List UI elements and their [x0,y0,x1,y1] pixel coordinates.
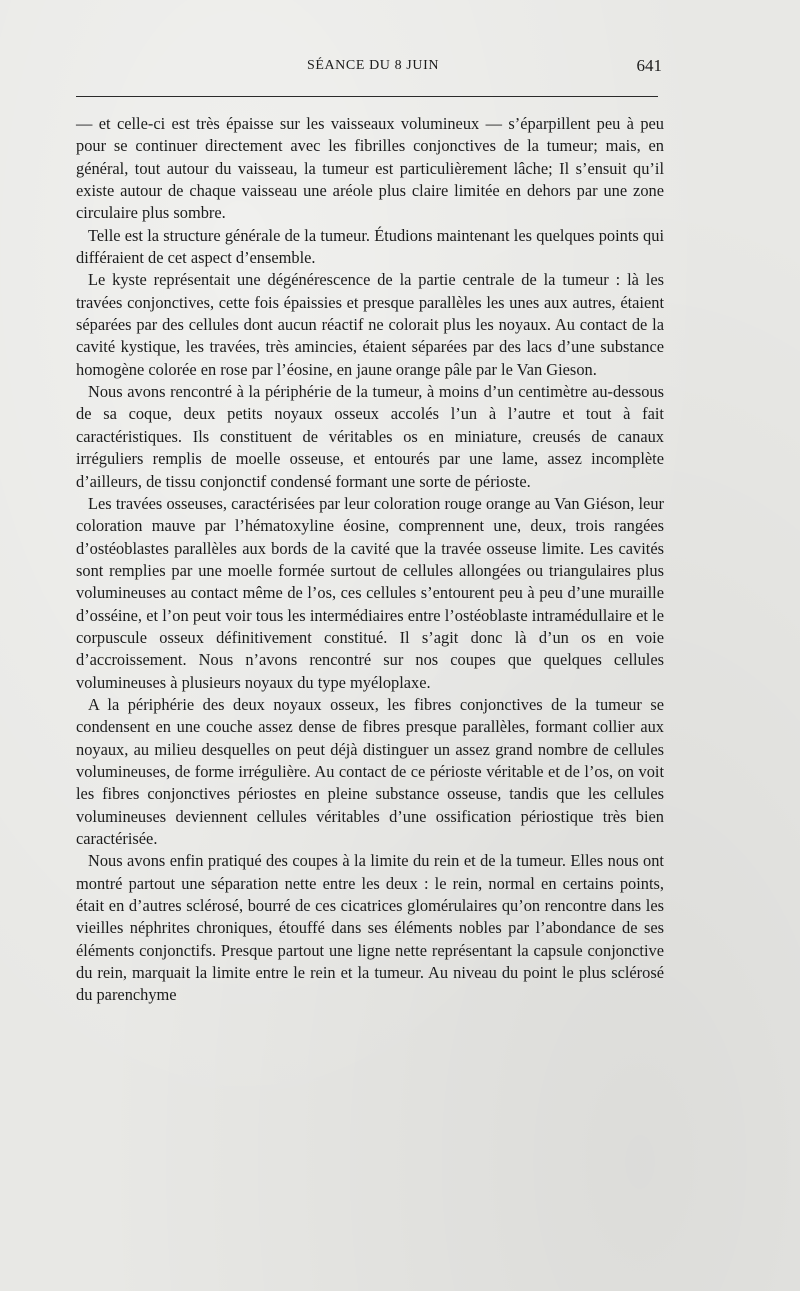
paragraph-5: Les travées osseuses, caractérisées par leur coloration rouge orange au Van Giéson, leur coloration mauve par l’hématoxyline éosine, comprennent une, deux, trois rangées d’ostéoblastes parallèles aux bords de la cavité que la travée osseuse limite. Les cavités sont remplies par une moelle formée surtout de cellules allongées ou triangulaires plus volumineuses au contact même de l’os, ces cellules s’entourent peu à peu d’une muraille d’osséine, et l’on peut voir tous les intermédiaires entre l’ostéoblaste intramédullaire et le corpuscule osseux définitivement constitué. Il s’agit donc là d’un os en voie d’accroissement. Nous n’avons rencontré sur nos coupes que quelques cellules volumineuses à plusieurs noyaux du type myéloplaxe. [76,493,664,692]
paragraph-3: Le kyste représentait une dégénérescence de la partie centrale de la tumeur : là les travées conjonctives, cette fois épaissies et presque parallèles les unes aux autres, étaient séparées par des cellules dont aucun réactif ne colorait plus les noyaux. Au contact de la cavité kystique, les travées, très amincies, étaient séparées par des lacs d’une substance homogène colorée en rose par l’éosine, en jaune orange pâle par le Van Gieson. [76,270,664,379]
page-number: 641 [636,56,662,75]
header-rule [76,96,658,97]
running-head: SÉANCE DU 8 JUIN [306,58,440,73]
body-text [76,113,664,1007]
paragraph-2: Telle est la structure générale de la tumeur. Étudions maintenant les quelques points qui différaient de cet aspect d’ensemble. [76,225,664,268]
paragraph-7: Nous avons enfin pratiqué des coupes à la limite du rein et de la tumeur. Elles nous ont montré partout une séparation nette entre les deux : le rein, normal en certains points, était en d’autres sclérosé, bourré de ces cicatrices glomérulaires qu’on rencontre dans les vieilles néphrites chroniques, étouffé dans ses éléments nobles par l’abondance de ses éléments conjonctifs. Presque partout une ligne nette représentant la capsule conjonctive du rein, marquait la limite entre le rein et la tumeur. Au niveau du point le plus sclérosé du parenchyme [76,851,664,1005]
page-header [78,58,668,84]
paragraph-4: Nous avons rencontré à la périphérie de la tumeur, à moins d’un centimètre au-dessous de sa coque, deux petits noyaux osseux accolés l’un à l’autre et tout à fait caractéristiques. Ils constituent de véritables os en miniature, creusés de canaux irréguliers remplis de moelle osseuse, et entourés par une lame, assez incomplète d’ailleurs, de tissu conjonctif condensé formant une sorte de périoste. [76,382,664,491]
paragraph-1: — et celle-ci est très épaisse sur les vaisseaux volumineux — s’éparpillent peu à peu pour se continuer directement avec les fibrilles conjonctives de la tumeur; mais, en général, tout autour du vaisseau, la tumeur est particulièrement lâche; Il s’ensuit qu’il existe autour de chaque vaisseau une aréole plus claire limitée en dehors par une zone circulaire plus sombre. [76,114,664,223]
paragraph-6: A la périphérie des deux noyaux osseux, les fibres conjonctives de la tumeur se condensent en une couche assez dense de fibres presque parallèles, formant collier aux noyaux, au milieu desquelles on peut déjà distinguer un assez grand nombre de cellules volumineuses, de forme irrégulière. Au contact de ce périoste véritable et de l’os, on voit les fibres conjonctives périostes en pleine substance osseuse, tandis que les cellules volumineuses deviennent cellules véritables d’une ossification périostique très bien caractérisée. [76,694,664,848]
